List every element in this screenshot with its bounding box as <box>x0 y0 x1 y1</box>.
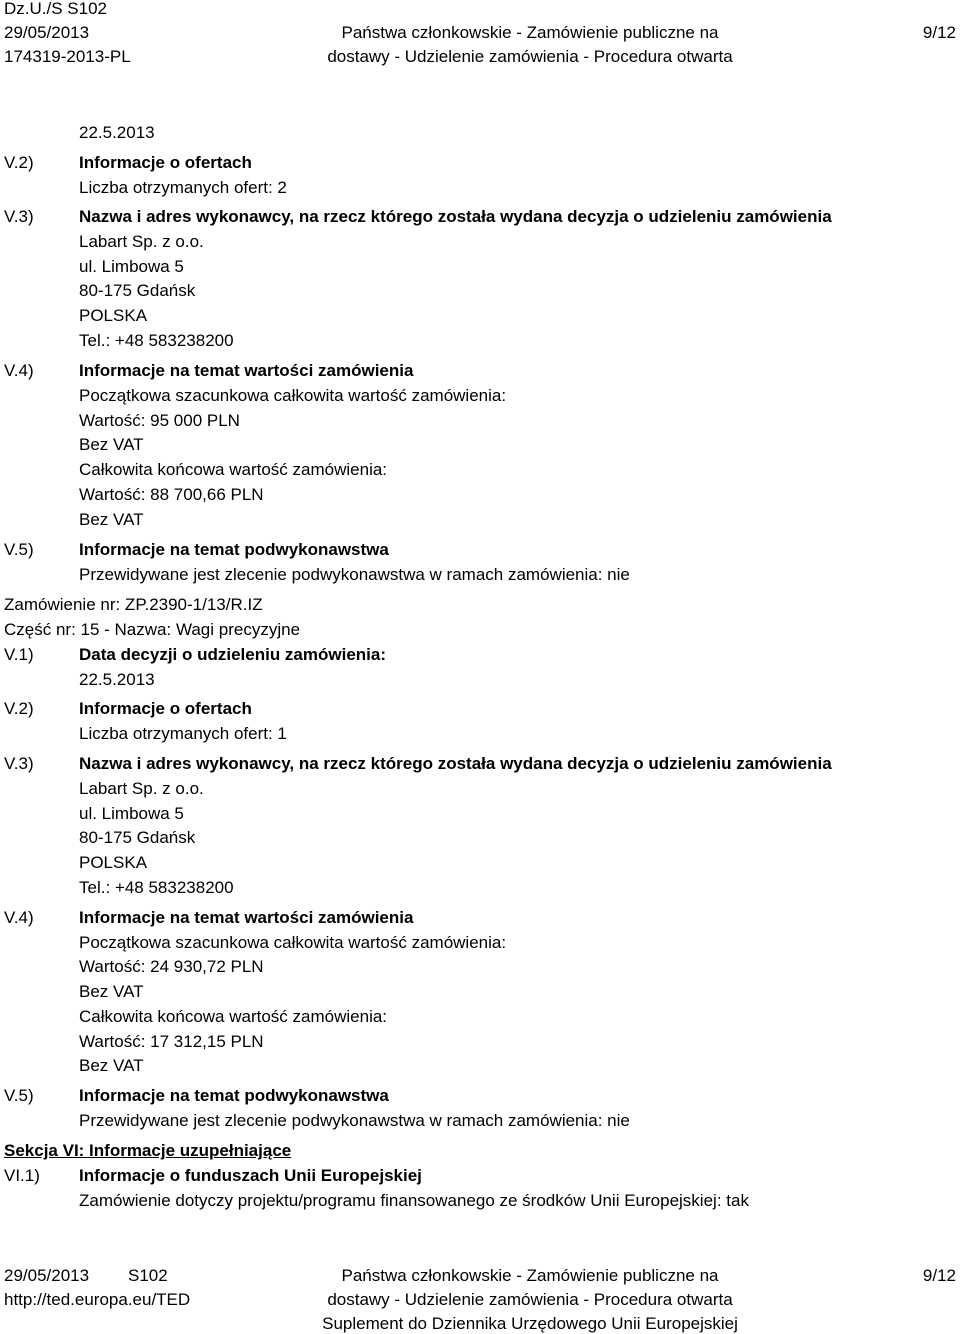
footer-title-line-2: dostawy - Udzielenie zamówienia - Procedura otwarta <box>327 1290 733 1309</box>
section-label-v4: V.4) <box>4 908 34 927</box>
header-journal-ref: Dz.U./S S102 <box>4 0 107 18</box>
subcontract-text: Przewidywane jest zlecenie podwykonawstwa w ramach zamówienia: nie <box>79 1111 630 1130</box>
initial-value: Wartość: 95 000 PLN <box>79 411 240 430</box>
offers-count: Liczba otrzymanych ofert: 2 <box>79 178 287 197</box>
footer-date: 29/05/2013 <box>4 1266 90 1285</box>
section-label-v1: V.1) <box>4 645 34 664</box>
contractor-city: 80-175 Gdańsk <box>79 828 196 847</box>
eu-funds-heading: Informacje o funduszach Unii Europejskiej <box>79 1166 422 1185</box>
contractor-street: ul. Limbowa 5 <box>79 257 184 276</box>
final-value-vat: Bez VAT <box>79 1056 144 1075</box>
footer-url: http://ted.europa.eu/TED <box>4 1290 191 1309</box>
section-label-v2: V.2) <box>4 699 34 718</box>
header-page-number: 9/12 <box>922 23 956 42</box>
initial-value: Wartość: 24 930,72 PLN <box>79 957 264 976</box>
initial-value-label: Początkowa szacunkowa całkowita wartość zamówienia: <box>79 386 507 405</box>
part-name: Część nr: 15 - Nazwa: Wagi precyzyjne <box>4 620 301 639</box>
contractor-heading: Nazwa i adres wykonawcy, na rzecz którego została wydana decyzja o udzieleniu zamówienia <box>79 207 832 226</box>
header-date: 29/05/2013 <box>4 23 90 42</box>
footer-page-number: 9/12 <box>922 1266 956 1285</box>
header-title-line-2: dostawy - Udzielenie zamówienia - Procedura otwarta <box>327 47 733 66</box>
footer-title-line-1: Państwa członkowskie - Zamówienie publiczne na <box>341 1266 719 1285</box>
final-value-label: Całkowita końcowa wartość zamówienia: <box>79 1007 388 1026</box>
contractor-name: Labart Sp. z o.o. <box>79 779 204 798</box>
value-heading: Informacje na temat wartości zamówienia <box>79 908 414 927</box>
contractor-heading: Nazwa i adres wykonawcy, na rzecz którego została wydana decyzja o udzieleniu zamówienia <box>79 754 832 773</box>
contractor-phone: Tel.: +48 583238200 <box>79 878 234 897</box>
subcontract-heading: Informacje na temat podwykonawstwa <box>79 1086 389 1105</box>
contractor-city: 80-175 Gdańsk <box>79 281 196 300</box>
section-vi-title: Sekcja VI: Informacje uzupełniające <box>4 1141 292 1160</box>
contractor-phone: Tel.: +48 583238200 <box>79 331 234 350</box>
section-label-v5: V.5) <box>4 540 34 559</box>
final-value: Wartość: 88 700,66 PLN <box>79 485 264 504</box>
subcontract-heading: Informacje na temat podwykonawstwa <box>79 540 389 559</box>
contractor-country: POLSKA <box>79 306 148 325</box>
section-label-v3: V.3) <box>4 754 34 773</box>
section-label-v4: V.4) <box>4 361 34 380</box>
section-label-v3: V.3) <box>4 207 34 226</box>
offers-heading: Informacje o ofertach <box>79 153 252 172</box>
final-value: Wartość: 17 312,15 PLN <box>79 1032 264 1051</box>
decision-date: 22.5.2013 <box>79 670 155 689</box>
offers-heading: Informacje o ofertach <box>79 699 252 718</box>
header-title-line-1: Państwa członkowskie - Zamówienie publiczne na <box>341 23 719 42</box>
initial-value-vat: Bez VAT <box>79 435 144 454</box>
offers-count: Liczba otrzymanych ofert: 1 <box>79 724 287 743</box>
decision-heading: Data decyzji o udzieleniu zamówienia: <box>79 645 387 664</box>
contractor-street: ul. Limbowa 5 <box>79 804 184 823</box>
initial-value-vat: Bez VAT <box>79 982 144 1001</box>
initial-value-label: Początkowa szacunkowa całkowita wartość zamówienia: <box>79 933 507 952</box>
section-label-v2: V.2) <box>4 153 34 172</box>
eu-funds-text: Zamówienie dotyczy projektu/programu finansowanego ze środków Unii Europejskiej: tak <box>79 1191 749 1210</box>
section-label-v5: V.5) <box>4 1086 34 1105</box>
footer-supplement: Suplement do Dziennika Urzędowego Unii Europejskiej <box>322 1314 738 1333</box>
value-heading: Informacje na temat wartości zamówienia <box>79 361 414 380</box>
contractor-country: POLSKA <box>79 853 148 872</box>
part1-date: 22.5.2013 <box>79 123 155 142</box>
order-number: Zamówienie nr: ZP.2390-1/13/R.IZ <box>4 595 263 614</box>
footer-code: S102 <box>128 1266 168 1285</box>
header-notice-number: 174319-2013-PL <box>4 47 131 66</box>
final-value-label: Całkowita końcowa wartość zamówienia: <box>79 460 388 479</box>
subcontract-text: Przewidywane jest zlecenie podwykonawstwa w ramach zamówienia: nie <box>79 565 630 584</box>
final-value-vat: Bez VAT <box>79 510 144 529</box>
contractor-name: Labart Sp. z o.o. <box>79 232 204 251</box>
section-label-vi1: VI.1) <box>4 1166 40 1185</box>
